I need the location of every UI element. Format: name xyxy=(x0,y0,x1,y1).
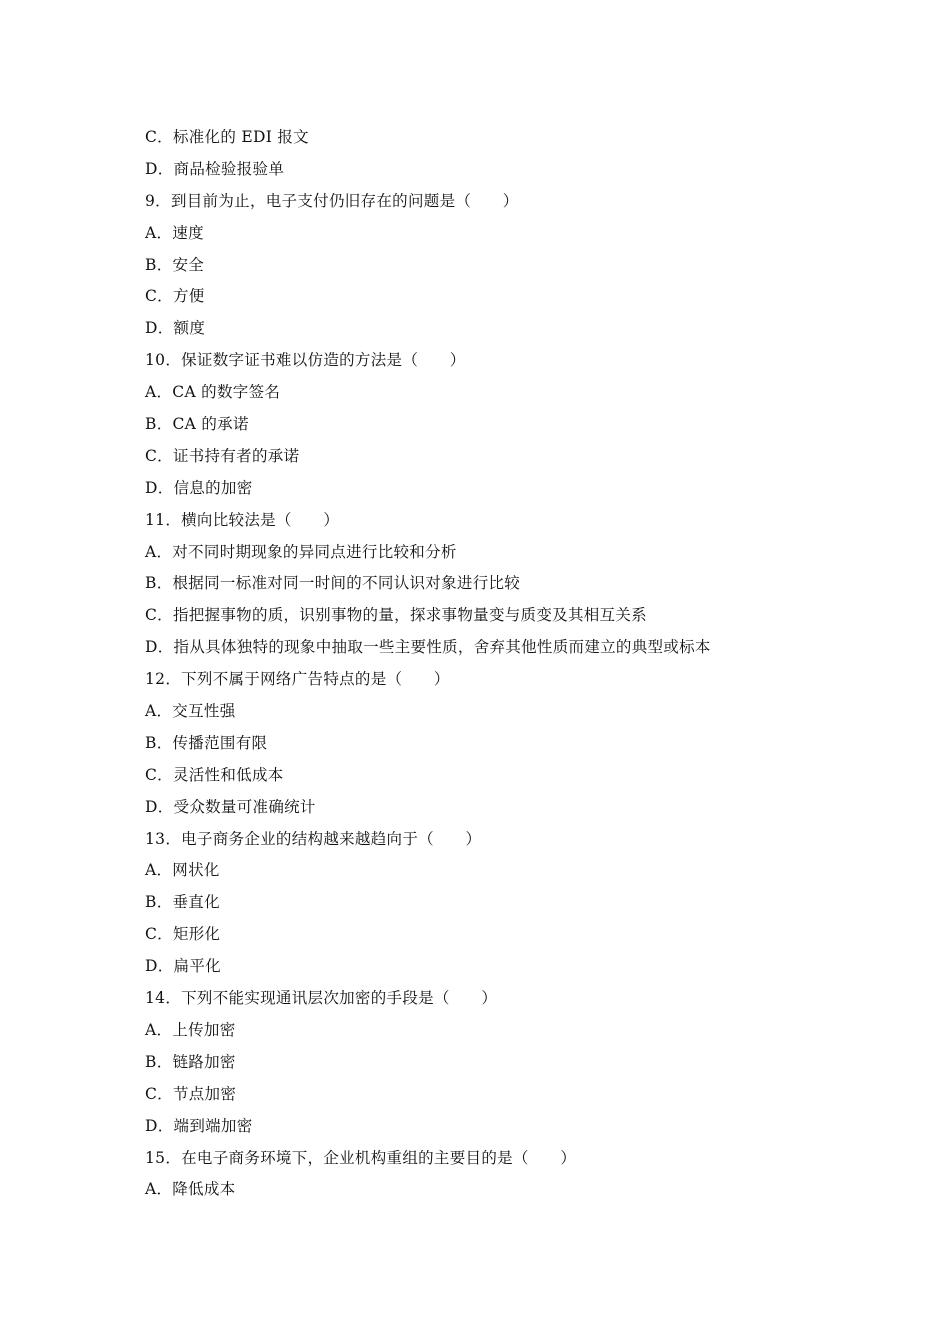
option-line: B．CA 的承诺 xyxy=(145,415,249,434)
question-line: 11．横向比较法是（ ） xyxy=(145,510,340,529)
option-line: C．方便 xyxy=(145,287,205,306)
option-line: B．垂直化 xyxy=(145,893,220,912)
option-line: B．传播范围有限 xyxy=(145,733,268,752)
question-line: 13．电子商务企业的结构越来越趋向于（ ） xyxy=(145,829,482,848)
option-line: C．证书持有者的承诺 xyxy=(145,446,300,465)
option-line: C．灵活性和低成本 xyxy=(145,765,284,784)
option-line: B．链路加密 xyxy=(145,1052,236,1071)
option-line: A．对不同时期现象的异同点进行比较和分析 xyxy=(145,542,457,561)
option-line: A．降低成本 xyxy=(145,1180,236,1199)
option-line: D．扁平化 xyxy=(145,957,221,976)
question-list xyxy=(145,122,865,1206)
option-line: C．标准化的 EDI 报文 xyxy=(145,128,309,146)
question-line: 12．下列不属于网络广告特点的是（ ） xyxy=(145,670,450,689)
question-line: 9．到目前为止，电子支付仍旧存在的问题是（ ） xyxy=(145,191,519,210)
question-line: 15．在电子商务环境下，企业机构重组的主要目的是（ ） xyxy=(145,1148,577,1167)
option-line: D．指从具体独特的现象中抽取一些主要性质，舍弃其他性质而建立的典型或标本 xyxy=(145,638,711,657)
option-line: C．指把握事物的质，识别事物的量，探求事物量变与质变及其相互关系 xyxy=(145,606,647,625)
question-line: 14．下列不能实现通讯层次加密的手段是（ ） xyxy=(145,989,498,1008)
option-line: A．上传加密 xyxy=(145,1020,236,1039)
option-line: D．受众数量可准确统计 xyxy=(145,797,316,816)
option-line: A．CA 的数字签名 xyxy=(145,383,281,402)
option-line: B．安全 xyxy=(145,255,205,274)
option-line: A．速度 xyxy=(145,223,204,242)
option-line: D．商品检验报验单 xyxy=(145,159,285,178)
question-line: 10．保证数字证书难以仿造的方法是（ ） xyxy=(145,351,466,370)
option-line: D．信息的加密 xyxy=(145,478,253,497)
option-line: B．根据同一标准对同一时间的不同认识对象进行比较 xyxy=(145,574,521,593)
option-line: A．交互性强 xyxy=(145,702,236,721)
option-line: D．额度 xyxy=(145,319,206,338)
option-line: D．端到端加密 xyxy=(145,1116,253,1135)
option-line: C．节点加密 xyxy=(145,1084,237,1103)
option-line: A．网状化 xyxy=(145,861,220,880)
option-line: C．矩形化 xyxy=(145,925,221,944)
